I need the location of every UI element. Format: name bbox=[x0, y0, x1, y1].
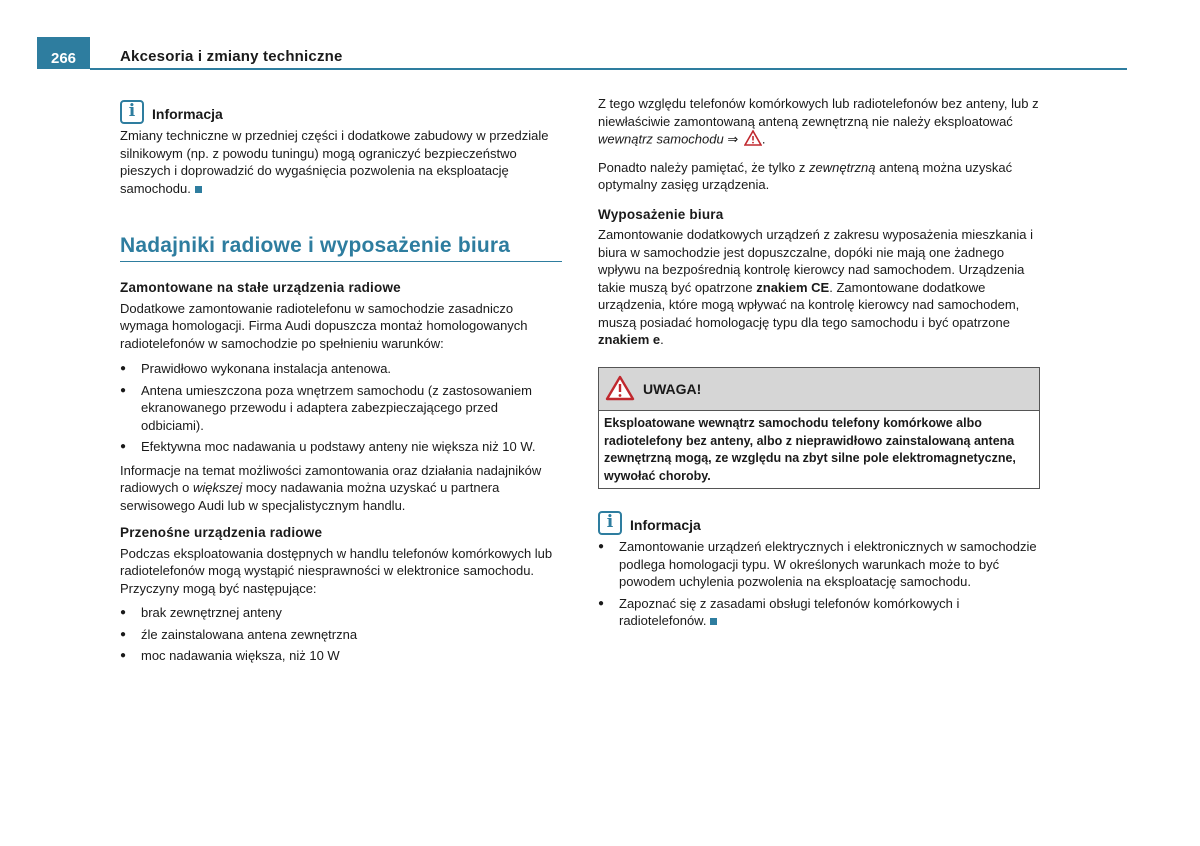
right-column bbox=[598, 95, 1040, 636]
list-item: ● Prawidłowo wykonana instalacja antenowa. bbox=[120, 360, 562, 378]
info-title: Informacja bbox=[630, 517, 701, 534]
antenna-paragraph: Z tego względu telefonów komórkowych lub radiotelefonów bez anteny, lub z niewłaściwie zamontowaną anteną zewnętrzną nie należy eksploatować wewnątrz samochodu ⇒ . bbox=[598, 95, 1040, 151]
warning-box bbox=[598, 367, 1040, 490]
header-rule bbox=[90, 68, 1127, 70]
info-icon: i bbox=[120, 100, 144, 124]
page-number: 266 bbox=[37, 37, 90, 69]
warning-triangle-icon bbox=[744, 130, 762, 151]
fixed-conditions-list bbox=[120, 360, 562, 456]
office-paragraph: Zamontowanie dodatkowych urządzeń z zakresu wyposażenia mieszkania i biura w samochodzie jest dopuszczalne, dopóki nie mają one żadnego wpływu na bezpośrednią kontrolę kierowcy nad samochodem. Urządzenia takie muszą być opatrzone znakiem CE. Zamontowane dodatkowe urządzenia, które mogą wpływać na kontrolę kierowcy nad samochodem, muszą posiadać homologację typu dla tego samochodu i być opatrzone znakiem e. bbox=[598, 227, 1033, 347]
range-paragraph: Ponadto należy pamiętać, że tylko z zewnętrzną anteną można uzyskać optymalny zasięg urządzenia. bbox=[598, 159, 1013, 192]
chapter-title: Akcesoria i zmiany techniczne bbox=[120, 48, 343, 65]
list-item: ● Efektywna moc nadawania u podstawy anteny nie większa niż 10 W. bbox=[120, 438, 562, 456]
portable-devices-heading: Przenośne urządzenia radiowe bbox=[120, 525, 323, 540]
left-column bbox=[120, 100, 562, 671]
office-heading: Wyposażenie biura bbox=[598, 206, 724, 222]
warning-text: Eksploatowane wewnątrz samochodu telefony komórkowe albo radiotelefony bez anteny, albo z nieprawidłowo zainstalowaną antena zewnętrzną mogą, ze względu na zbyt silne pole elektromagnetyczne, wywołać choroby. bbox=[604, 416, 1016, 483]
info-list bbox=[598, 538, 1040, 630]
info-box-1 bbox=[120, 100, 562, 197]
section-title: Nadajniki radiowe i wyposażenie biura bbox=[120, 234, 511, 257]
warning-title: UWAGA! bbox=[643, 381, 702, 397]
list-item: ● moc nadawania większa, niż 10 W bbox=[120, 647, 562, 665]
list-item: ● brak zewnętrznej anteny bbox=[120, 604, 562, 622]
info-text: Zmiany techniczne w przedniej części i dodatkowe zabudowy w przedziale silnikowym (np. z powodu tuningu) mogą ograniczyć bezpieczeństwo pieszych i doprowadzić do wygaśnięcia pozwolenia na eksploatację samochodu. bbox=[120, 128, 549, 196]
portable-devices-intro: Podczas eksploatowania dostępnych w handlu telefonów komórkowych lub radiotelefonów mogą wystąpić niesprawności w elektronice samochodu. Przyczyny mogą być następujące: bbox=[120, 545, 553, 596]
fixed-devices-intro: Dodatkowe zamontowanie radiotelefonu w samochodzie zasadniczo wymaga homologacji. Firma Audi dopuszcza montaż homologowanych radiotelefonów w samochodzie po spełnieniu warunków: bbox=[120, 300, 528, 351]
list-item: ● Zapoznać się z zasadami obsługi telefonów komórkowych i radiotelefonów. bbox=[598, 595, 1040, 630]
info-icon: i bbox=[598, 511, 622, 535]
section-rule bbox=[120, 261, 562, 262]
info-title: Informacja bbox=[152, 106, 223, 123]
end-mark-icon bbox=[710, 618, 717, 625]
more-info-paragraph: Informacje na temat możliwości zamontowania oraz działania nadajników radiowych o większej mocy nadawania można uzyskać u partnera serwisowego Audi lub w specjalistycznym handlu. bbox=[120, 462, 542, 513]
info-box-2 bbox=[598, 511, 1040, 630]
warning-triangle-icon bbox=[605, 375, 635, 406]
fixed-devices-heading: Zamontowane na stałe urządzenia radiowe bbox=[120, 280, 401, 295]
end-mark-icon bbox=[195, 186, 202, 193]
list-item: ● Zamontowanie urządzeń elektrycznych i elektronicznych w samochodzie podlega homologacji typu. W określonych warunkach może to być powodem uchylenia pozwolenia na eksploatację samochodu. bbox=[598, 538, 1040, 591]
list-item: ● Antena umieszczona poza wnętrzem samochodu (z zastosowaniem ekranowanego przewodu i adaptera zabezpieczającego przed odbiciami). bbox=[120, 382, 562, 435]
list-item: ● źle zainstalowana antena zewnętrzna bbox=[120, 626, 562, 644]
causes-list bbox=[120, 604, 562, 665]
